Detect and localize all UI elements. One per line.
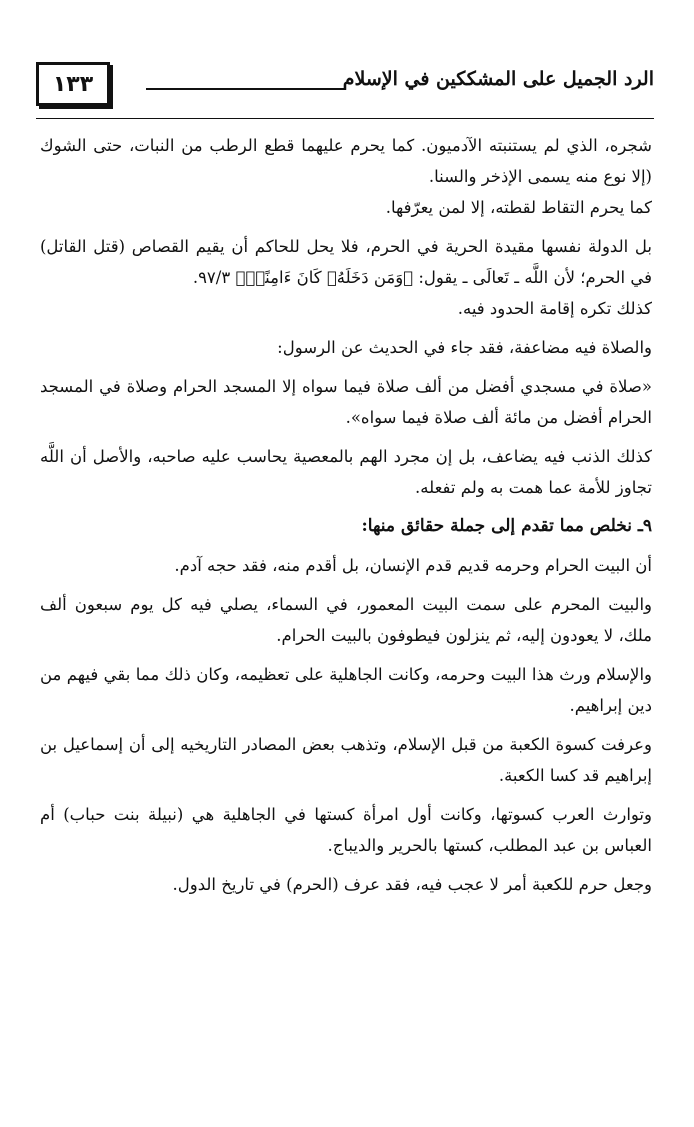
paragraph: أن البيت الحرام وحرمه قديم قدم الإنسان، بل أقدم منه، فقد حجه آدم. (174, 556, 652, 575)
paragraph: بل الدولة نفسها مقيدة الحرية في الحرم، فلا يحل للحاكم أن يقيم القصاص (قتل القاتل) في الحرم؛ لأن اللَّه ـ تَعالَى ـ يقول: ﴿وَمَن دَخَلَهُۥ كَانَ ءَامِنًاۗ﴾ ٩٧/٣. (40, 237, 652, 287)
paragraph: والصلاة فيه مضاعفة، فقد جاء في الحديث عن الرسول: (277, 338, 652, 357)
header-rule (36, 118, 654, 119)
paragraph: وتوارث العرب كسوتها، وكانت أول امرأة كستها في الجاهلية هي (نبيلة بنت حباب) أم العباس بن عبد المطلب، كستها بالحرير والديباج. (40, 805, 652, 855)
page-body (40, 130, 652, 908)
page-number: ١٣٣ (36, 62, 110, 106)
paragraph: وعرفت كسوة الكعبة من قبل الإسلام، وتذهب بعض المصادر التاريخيه إلى أن إسماعيل بن إبراهيم قد كسا الكعبة. (40, 735, 652, 785)
paragraph: وجعل حرم للكعبة أمر لا عجب فيه، فقد عرف (الحرم) في تاريخ الدول. (172, 875, 652, 894)
paragraph: كذلك الذنب فيه يضاعف، بل إن مجرد الهم بالمعصية يحاسب عليه صاحبه، والأصل أن اللَّه تجاوز للأمة عما همت به ولم تفعله. (40, 447, 652, 497)
paragraph: كما يحرم التقاط لقطته، إلا لمن يعرّفها. (385, 198, 652, 217)
hadith-quote: «صلاة في مسجدي أفضل من ألف صلاة فيما سواه إلا المسجد الحرام وصلاة في المسجد الحرام أفضل من مائة ألف صلاة فيما سواه». (40, 377, 652, 427)
section-heading: ٩ـ نخلص مما تقدم إلى جملة حقائق منها: (361, 516, 652, 536)
header-divider-line (146, 88, 346, 90)
page-header (36, 62, 654, 114)
paragraph: والإسلام ورث هذا البيت وحرمه، وكانت الجاهلية على تعظيمه، وكان ذلك مما بقي فيهم من دين إبراهيم. (40, 665, 652, 715)
paragraph: كذلك تكره إقامة الحدود فيه. (457, 299, 652, 318)
book-title: الرد الجميل على المشككين في الإسلام (342, 68, 654, 90)
paragraph: شجره، الذي لم يستنبته الآدميون. كما يحرم عليهما قطع الرطب من النبات، حتى الشوك (إلا نوع منه يسمى الإذخر والسنا. (40, 136, 652, 186)
paragraph: والبيت المحرم على سمت البيت المعمور، في السماء، يصلي فيه كل يوم سبعون ألف ملك، لا يعودون إليه، ثم ينزلون فيطوفون بالبيت الحرام. (40, 595, 652, 645)
